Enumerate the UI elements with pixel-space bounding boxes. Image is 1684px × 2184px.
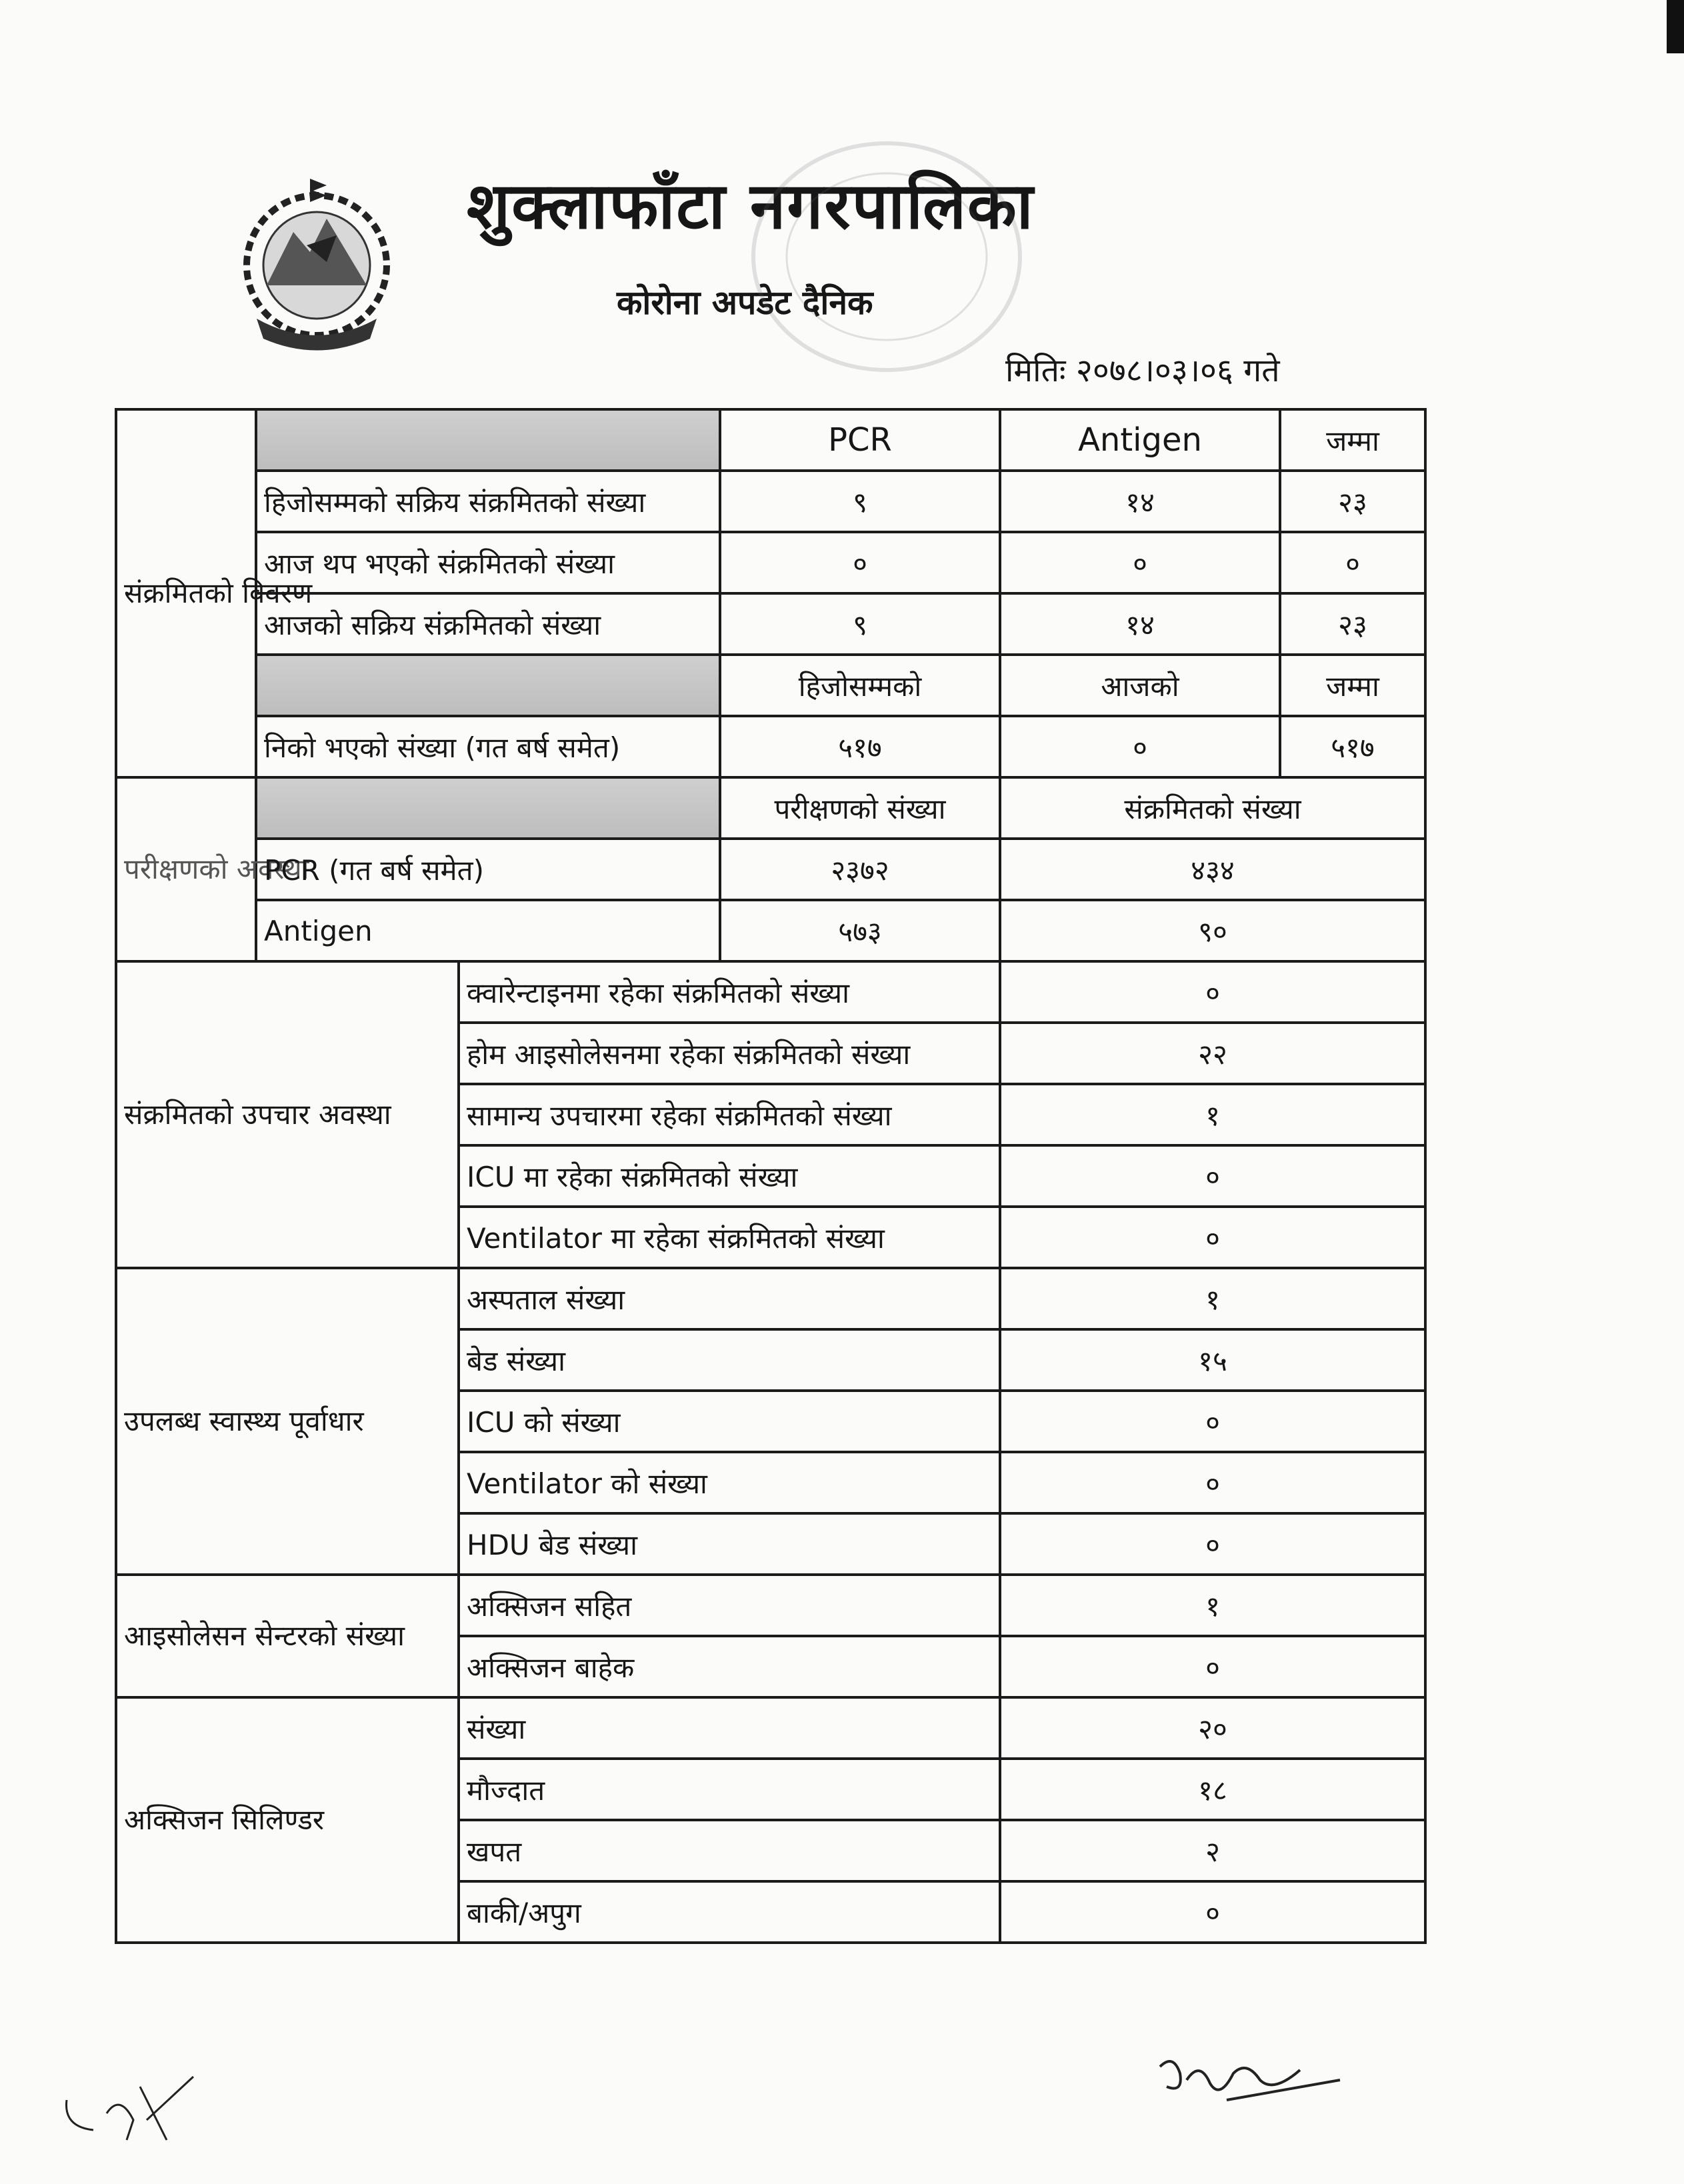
row-label: अक्सिजन बाहेक (459, 1636, 1000, 1697)
value-cell: ० (1000, 1391, 1425, 1452)
value-cell: २३ (1280, 471, 1425, 532)
nepal-government-emblem-icon (227, 172, 407, 359)
value-cell: ० (1000, 1207, 1425, 1268)
infection-section-label: संक्रमितको विवरण (116, 409, 256, 777)
value-cell: २३७२ (720, 839, 1000, 900)
row-label: होम आइसोलेसनमा रहेका संक्रमितको संख्या (459, 1023, 1000, 1084)
report-date: मितिः २०७८।०३।०६ गते (1005, 352, 1280, 389)
value-cell: २० (1000, 1697, 1425, 1759)
col-header-infected: संक्रमितको संख्या (1000, 777, 1425, 839)
table-row (116, 1697, 1425, 1759)
header-shade-cell (256, 409, 720, 471)
row-label: Antigen (256, 900, 720, 961)
value-cell: ० (1000, 1636, 1425, 1697)
page-title: शुक्लाफाँटा नगरपालिका (467, 169, 1035, 243)
oxygen-section-label: अक्सिजन सिलिण्डर (116, 1697, 459, 1943)
row-label: अक्सिजन सहित (459, 1575, 1000, 1636)
value-cell: ९ (720, 593, 1000, 655)
value-cell: ० (1000, 1513, 1425, 1575)
row-label: मौज्दात (459, 1759, 1000, 1820)
value-cell: ० (1000, 532, 1280, 593)
row-label: खपत (459, 1820, 1000, 1881)
col-header-pcr: PCR (720, 409, 1000, 471)
row-label: हिजोसम्मको सक्रिय संक्रमितको संख्या (256, 471, 720, 532)
col-header-total: जम्मा (1280, 655, 1425, 716)
row-label: सामान्य उपचारमा रहेका संक्रमितको संख्या (459, 1084, 1000, 1145)
row-label: क्वारेन्टाइनमा रहेका संक्रमितको संख्या (459, 961, 1000, 1023)
col-header-total: जम्मा (1280, 409, 1425, 471)
value-cell: १४ (1000, 471, 1280, 532)
value-cell: ९० (1000, 900, 1425, 961)
row-label: आजको सक्रिय संक्रमितको संख्या (256, 593, 720, 655)
value-cell: १४ (1000, 593, 1280, 655)
value-cell: ५१७ (720, 716, 1000, 777)
infrastructure-section-label: उपलब्ध स्वास्थ्य पूर्वाधार (116, 1268, 459, 1575)
table-row (116, 1575, 1425, 1636)
isolation-section-label: आइसोलेसन सेन्टरको संख्या (116, 1575, 459, 1697)
table-row (116, 961, 1425, 1023)
value-cell: २२ (1000, 1023, 1425, 1084)
infection-header-row (116, 409, 1425, 471)
recovery-header-row (116, 655, 1425, 716)
value-cell: ० (720, 532, 1000, 593)
col-header-tests: परीक्षणको संख्या (720, 777, 1000, 839)
table-row (116, 471, 1425, 532)
value-cell: ० (1280, 532, 1425, 593)
treatment-section-label: संक्रमितको उपचार अवस्था (116, 961, 459, 1268)
row-label: PCR (गत बर्ष समेत) (256, 839, 720, 900)
table-row (116, 900, 1425, 961)
col-header-today: आजको (1000, 655, 1280, 716)
table-row (116, 716, 1425, 777)
value-cell: १ (1000, 1268, 1425, 1329)
row-label: ICU मा रहेका संक्रमितको संख्या (459, 1145, 1000, 1207)
table-row (116, 532, 1425, 593)
covid-update-table (115, 408, 1427, 1944)
page-subtitle: कोरोना अपडेट दैनिक (617, 283, 873, 322)
value-cell: २ (1000, 1820, 1425, 1881)
row-label: आज थप भएको संक्रमितको संख्या (256, 532, 720, 593)
table-row (116, 593, 1425, 655)
value-cell: ९ (720, 471, 1000, 532)
row-label: बाकी/अपुग (459, 1881, 1000, 1943)
row-label: बेड संख्या (459, 1329, 1000, 1391)
handwritten-mark-icon (60, 2073, 207, 2153)
row-label: Ventilator मा रहेका संक्रमितको संख्या (459, 1207, 1000, 1268)
col-header-until-yesterday: हिजोसम्मको (720, 655, 1000, 716)
header-shade-cell (256, 655, 720, 716)
value-cell: २३ (1280, 593, 1425, 655)
row-label: निको भएको संख्या (गत बर्ष समेत) (256, 716, 720, 777)
signature-icon (1147, 2047, 1347, 2120)
col-header-antigen: Antigen (1000, 409, 1280, 471)
value-cell: ० (1000, 1452, 1425, 1513)
value-cell: ४३४ (1000, 839, 1425, 900)
value-cell: ० (1000, 961, 1425, 1023)
row-label: संख्या (459, 1697, 1000, 1759)
row-label: HDU बेड संख्या (459, 1513, 1000, 1575)
value-cell: ० (1000, 716, 1280, 777)
row-label: ICU को संख्या (459, 1391, 1000, 1452)
value-cell: १ (1000, 1575, 1425, 1636)
table-row (116, 839, 1425, 900)
testing-section-label: परीक्षणको अवस्था (116, 777, 256, 961)
municipality-seal-icon (747, 130, 1027, 383)
value-cell: ५७३ (720, 900, 1000, 961)
value-cell: ५१७ (1280, 716, 1425, 777)
row-label: Ventilator को संख्या (459, 1452, 1000, 1513)
value-cell: ० (1000, 1145, 1425, 1207)
testing-header-row (116, 777, 1425, 839)
value-cell: १ (1000, 1084, 1425, 1145)
table-row (116, 1268, 1425, 1329)
value-cell: ० (1000, 1881, 1425, 1943)
row-label: अस्पताल संख्या (459, 1268, 1000, 1329)
value-cell: १५ (1000, 1329, 1425, 1391)
scan-edge (1667, 0, 1684, 53)
value-cell: १८ (1000, 1759, 1425, 1820)
header-shade-cell (256, 777, 720, 839)
